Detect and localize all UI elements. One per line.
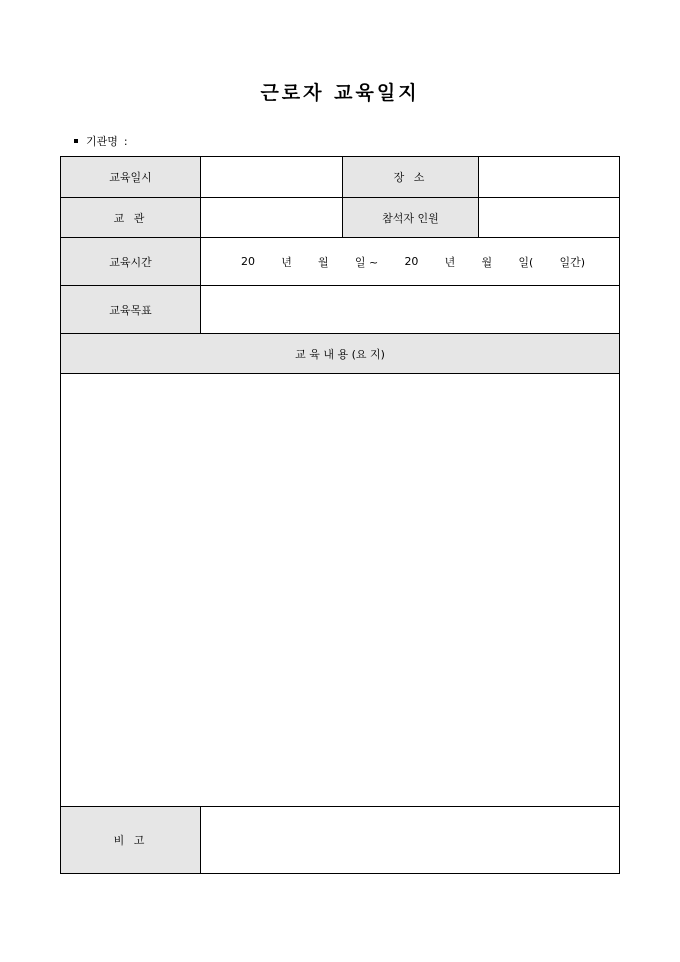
row-date-place [61,157,620,198]
period-duration-unit: 일간) [559,255,585,269]
organization-colon: : [123,134,128,148]
field-education-period[interactable] [201,238,620,286]
period-start-year-unit: 년 [281,255,292,269]
field-instructor[interactable] [201,198,343,238]
field-place[interactable] [479,157,620,198]
row-instructor-attendees [61,198,620,238]
label-education-date: 교육일시 [61,157,201,198]
field-remarks[interactable] [201,807,620,874]
field-education-date[interactable] [201,157,343,198]
period-start-month-unit: 월 [318,255,329,269]
education-log-table [60,156,620,874]
period-start-year: 20 [241,255,255,268]
label-instructor: 교 관 [61,198,201,238]
row-content-header [61,334,620,374]
row-content-body [61,374,620,807]
organization-line [74,133,128,149]
field-education-content[interactable] [61,374,620,807]
period-end-month-unit: 월 [481,255,493,269]
label-place: 장 소 [343,157,479,198]
row-education-time [61,238,620,286]
row-remarks [61,807,620,874]
period-end-year: 20 [404,255,419,268]
label-remarks: 비 고 [61,807,201,874]
education-period [201,254,619,270]
label-attendees: 참석자 인원 [343,198,479,238]
label-education-goal: 교육목표 [61,286,201,334]
label-education-time: 교육시간 [61,238,201,286]
label-education-content: 교 육 내 용 (요 지) [61,334,620,374]
period-end-year-unit: 년 [444,255,456,269]
row-education-goal [61,286,620,334]
document-title: 근로자 교육일지 [260,82,420,104]
field-attendees[interactable] [479,198,620,238]
bullet-icon [74,139,78,143]
period-start-day-unit: 일 ~ [354,255,379,269]
organization-label: 기관명 [86,135,118,148]
period-end-day-unit: 일( [518,255,534,269]
field-education-goal[interactable] [201,286,620,334]
